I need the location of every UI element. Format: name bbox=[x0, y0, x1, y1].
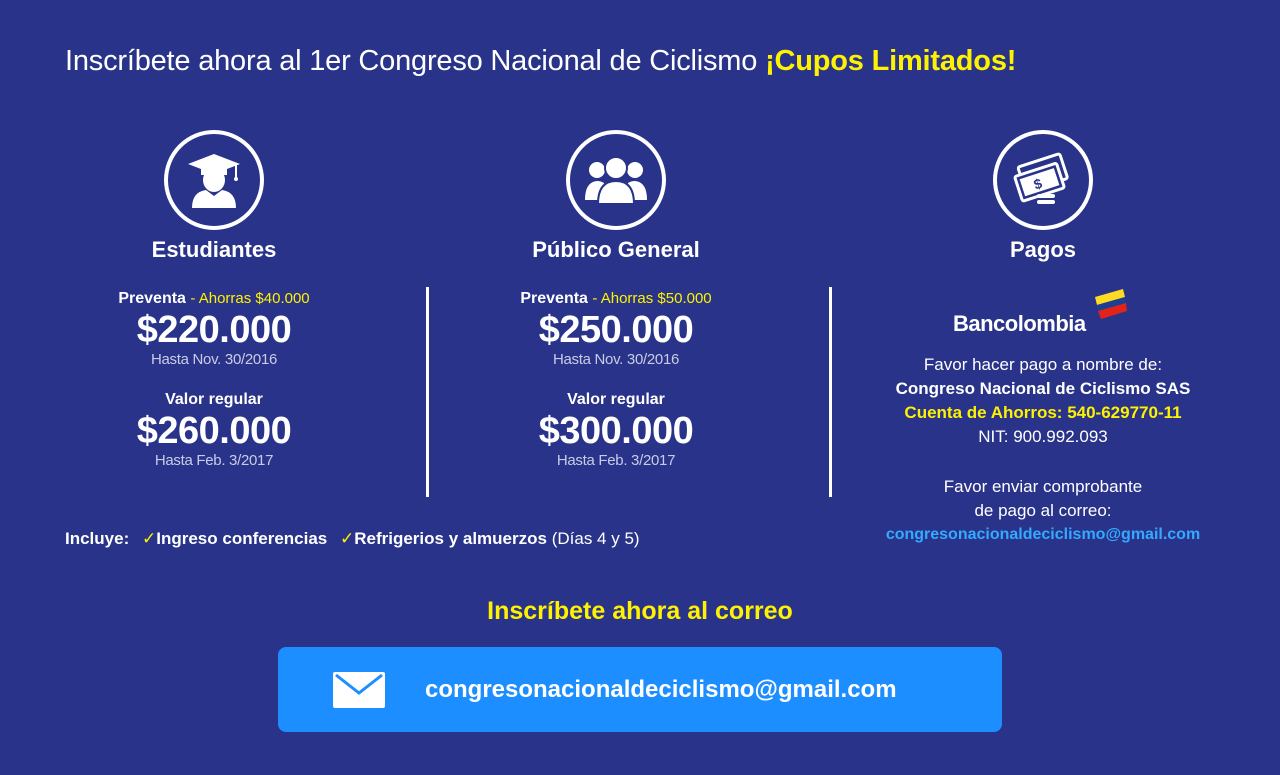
payments-title: Pagos bbox=[1009, 237, 1077, 262]
students-regular-price: $260.000 bbox=[136, 410, 292, 452]
students-column bbox=[98, 130, 330, 469]
bank-name: Bancolombia bbox=[953, 311, 1086, 336]
includes-item-1: Ingreso conferencias bbox=[156, 529, 328, 548]
payments-column bbox=[858, 130, 1228, 547]
students-regular-label: Valor regular bbox=[165, 391, 263, 408]
students-title: Estudiantes bbox=[151, 237, 277, 262]
payment-line-5: Favor enviar comprobante bbox=[943, 477, 1143, 496]
payment-line-4: NIT: 900.992.093 bbox=[978, 427, 1108, 446]
includes-line bbox=[65, 529, 640, 549]
envelope-icon bbox=[333, 672, 385, 708]
students-presale-label: Preventa bbox=[118, 290, 186, 307]
bancolombia-logo bbox=[943, 289, 1143, 339]
public-regular-label: Valor regular bbox=[567, 391, 665, 408]
group-icon bbox=[566, 130, 666, 230]
students-presale-price: $220.000 bbox=[136, 309, 292, 351]
payment-line-3: Cuenta de Ahorros: 540-629770-11 bbox=[904, 403, 1182, 422]
students-presale-save: - Ahorras $40.000 bbox=[190, 290, 310, 307]
cta-heading: Inscríbete ahora al correo bbox=[487, 597, 793, 625]
svg-text:$: $ bbox=[1031, 174, 1044, 193]
includes-note: (Días 4 y 5) bbox=[551, 529, 640, 548]
public-regular-price: $300.000 bbox=[538, 410, 694, 452]
email-button[interactable] bbox=[278, 647, 1002, 732]
public-column bbox=[500, 130, 732, 469]
public-regular-until: Hasta Feb. 3/2017 bbox=[556, 452, 676, 469]
public-title: Público General bbox=[532, 237, 700, 262]
students-regular-until: Hasta Feb. 3/2017 bbox=[154, 452, 274, 469]
check-icon: ✓ bbox=[339, 529, 355, 548]
students-presale-until: Hasta Nov. 30/2016 bbox=[150, 351, 278, 368]
includes-item-2: Refrigerios y almuerzos bbox=[354, 529, 547, 548]
payment-line-6: de pago al correo: bbox=[974, 501, 1112, 520]
students-presale bbox=[98, 290, 330, 308]
payment-line-2: Congreso Nacional de Ciclismo SAS bbox=[895, 379, 1191, 398]
divider-left bbox=[426, 287, 429, 497]
headline bbox=[65, 45, 1016, 78]
payment-instructions bbox=[858, 353, 1228, 547]
payment-email-link[interactable]: congresonacionaldeciclismo@gmail.com bbox=[885, 526, 1201, 543]
email-button-address: congresonacionaldeciclismo@gmail.com bbox=[425, 675, 897, 703]
divider-right bbox=[829, 287, 832, 497]
public-presale-label: Preventa bbox=[520, 290, 588, 307]
public-presale-save: - Ahorras $50.000 bbox=[592, 290, 712, 307]
check-icon: ✓ bbox=[141, 529, 157, 548]
includes-label: Incluye: bbox=[65, 529, 130, 548]
money-icon bbox=[993, 130, 1093, 230]
payment-line-1: Favor hacer pago a nombre de: bbox=[923, 355, 1163, 374]
public-presale-price: $250.000 bbox=[538, 309, 694, 351]
headline-text: Inscríbete ahora al 1er Congreso Nacional de Ciclismo bbox=[65, 45, 758, 77]
public-presale bbox=[500, 290, 732, 308]
headline-highlight: ¡Cupos Limitados! bbox=[765, 45, 1017, 77]
graduate-icon bbox=[164, 130, 264, 230]
public-presale-until: Hasta Nov. 30/2016 bbox=[552, 351, 680, 368]
